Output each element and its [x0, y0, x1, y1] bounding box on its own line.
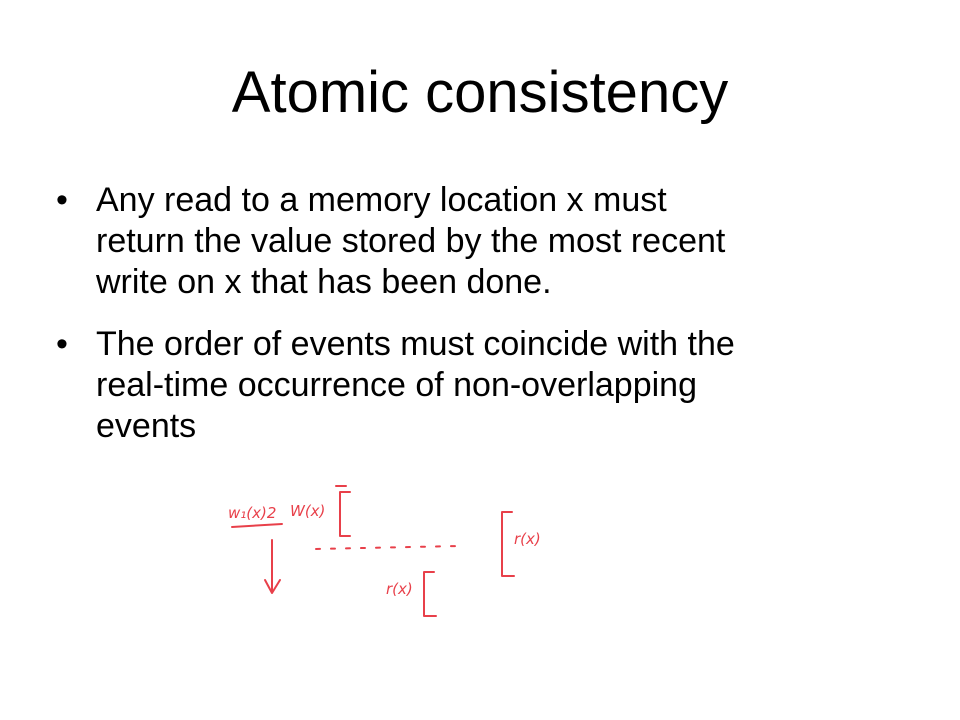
- bullet-item: [56, 324, 896, 447]
- underline-stroke: [232, 524, 282, 527]
- write-interval-bracket: [340, 492, 350, 536]
- slide-title: Atomic consistency: [231, 60, 729, 125]
- bullet-item: [56, 180, 896, 303]
- read-interval-bracket-right: [502, 512, 514, 576]
- bullet-dot: •: [56, 325, 68, 363]
- write-label-w1: w₁(x)2: [228, 504, 277, 522]
- dashed-timeline: [316, 546, 458, 549]
- bullet-line: The order of events must coincide with the: [96, 325, 735, 363]
- bullet-dot: •: [56, 181, 68, 219]
- bullet-line: return the value stored by the most recent: [96, 222, 726, 260]
- bullet-line: Any read to a memory location x must: [96, 181, 667, 219]
- down-arrow-head-icon: [265, 580, 280, 593]
- bullet-list: [56, 180, 896, 468]
- bullet-line: write on x that has been done.: [96, 263, 552, 301]
- read-label-bottom: r(x): [386, 580, 413, 598]
- bullet-line: events: [96, 407, 197, 445]
- bullet-line: real-time occurrence of non-overlapping: [96, 366, 697, 404]
- read-interval-bracket-bottom: [424, 572, 436, 616]
- write-label-w: W(x): [290, 502, 326, 520]
- read-label-right: r(x): [514, 530, 541, 548]
